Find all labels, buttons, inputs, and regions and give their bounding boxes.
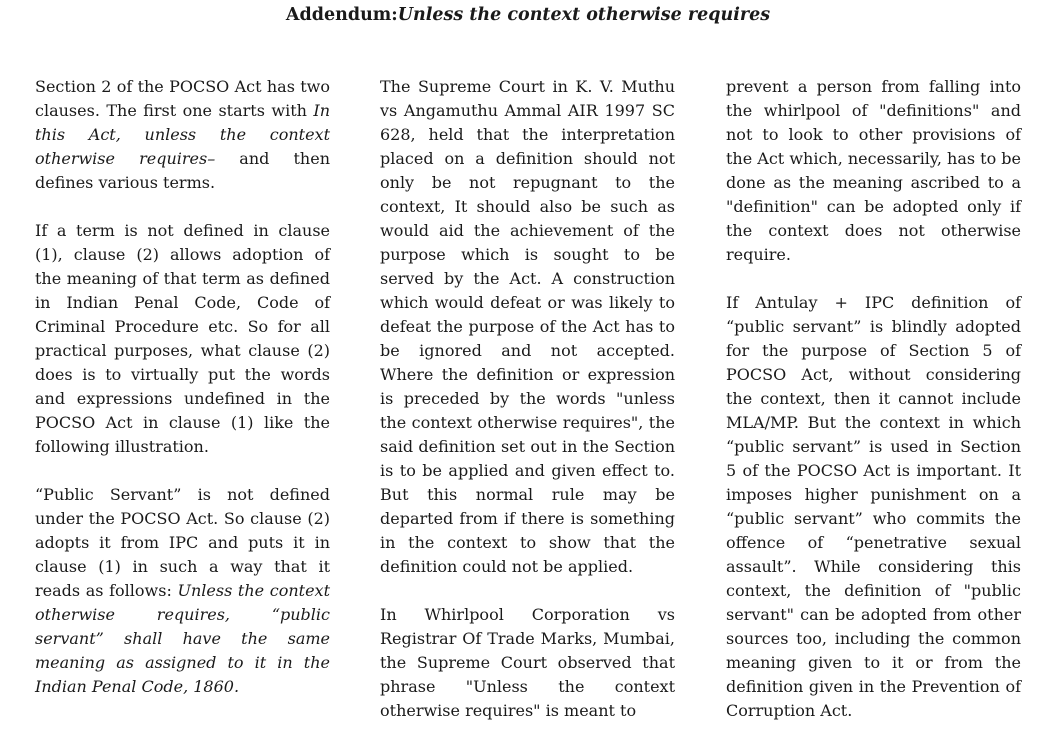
col1-paragraph-3 <box>35 483 330 699</box>
col3-paragraph-2: If Antulay + IPC definition of “public servant” is blindly adopted for the purpose of Section 5 of POCSO Act, without considering the context, then it cannot include MLA/MP. But the context in which “public servant” is used in Section 5 of the POCSO Act is important. It imposes higher punishment on a “public servant” who commits the offence of “penetrative sexual assault”. While considering this context, the definition of "public servant" can be adopted from other sources too, including the common meaning given to it or from the definition given in the Prevention of Corruption Act. <box>726 293 1021 720</box>
col1-p1-italic: In this Act, unless the context otherwise requires– <box>35 101 330 168</box>
col1-paragraph-2: If a term is not defined in clause (1), clause (2) allows adoption of the meaning of that term as defined in Indian Penal Code, Code of Criminal Procedure etc. So for all practical purposes, what clause (2) does is to virtually put the words and expressions undefined in the POCSO Act in clause (1) like the following illustration. <box>35 221 330 456</box>
column-2 <box>380 75 675 747</box>
col1-p3-italic: Unless the context otherwise requires, “public servant” shall have the same meaning as assigned to it in the Indian Penal Code, 1860. <box>35 581 330 696</box>
col1-p1-text-a: Section 2 of the POCSO Act has two clauses. The first one starts with <box>35 77 330 120</box>
col1-p3-text-a: “Public Servant” is not defined under the POCSO Act. So clause (2) adopts it from IPC and puts it in clause (1) in such a way that it reads as follows: <box>35 485 330 600</box>
page-title <box>0 4 1049 26</box>
col2-paragraph-1: The Supreme Court in K. V. Muthu vs Angamuthu Ammal AIR 1997 SC 628, held that the interpretation placed on a definition should not only be not repugnant to the context, It should also be such as would aid the achievement of the purpose which is sought to be served by the Act. A construction which would defeat or was likely to defeat the purpose of the Act has to be ignored and not accepted. Where the definition or expression is preceded by the words "unless the context otherwise requires", the said definition set out in the Section is to be applied and given effect to. But this normal rule may be departed from if there is something in the context to show that the definition could not be applied. <box>380 77 675 576</box>
col1-paragraph-1 <box>35 75 330 195</box>
title-prefix: Addendum: <box>285 5 398 25</box>
col1-p1-text-b: and then defines various terms. <box>35 149 331 192</box>
col3-paragraph-1: prevent a person from falling into the whirlpool of "definitions" and not to look to other provisions of the Act which, necessarily, has to be done as the meaning ascribed to a "definition" can be adopted only if the context does not otherwise require. <box>726 77 1022 264</box>
title-italic: Unless the context otherwise requires <box>397 5 771 25</box>
column-3 <box>726 75 1021 747</box>
column-1 <box>35 75 330 723</box>
col2-paragraph-2: In Whirlpool Corporation vs Registrar Of Trade Marks, Mumbai, the Supreme Court observed that phrase "Unless the context otherwise requires" is meant to <box>380 605 675 720</box>
